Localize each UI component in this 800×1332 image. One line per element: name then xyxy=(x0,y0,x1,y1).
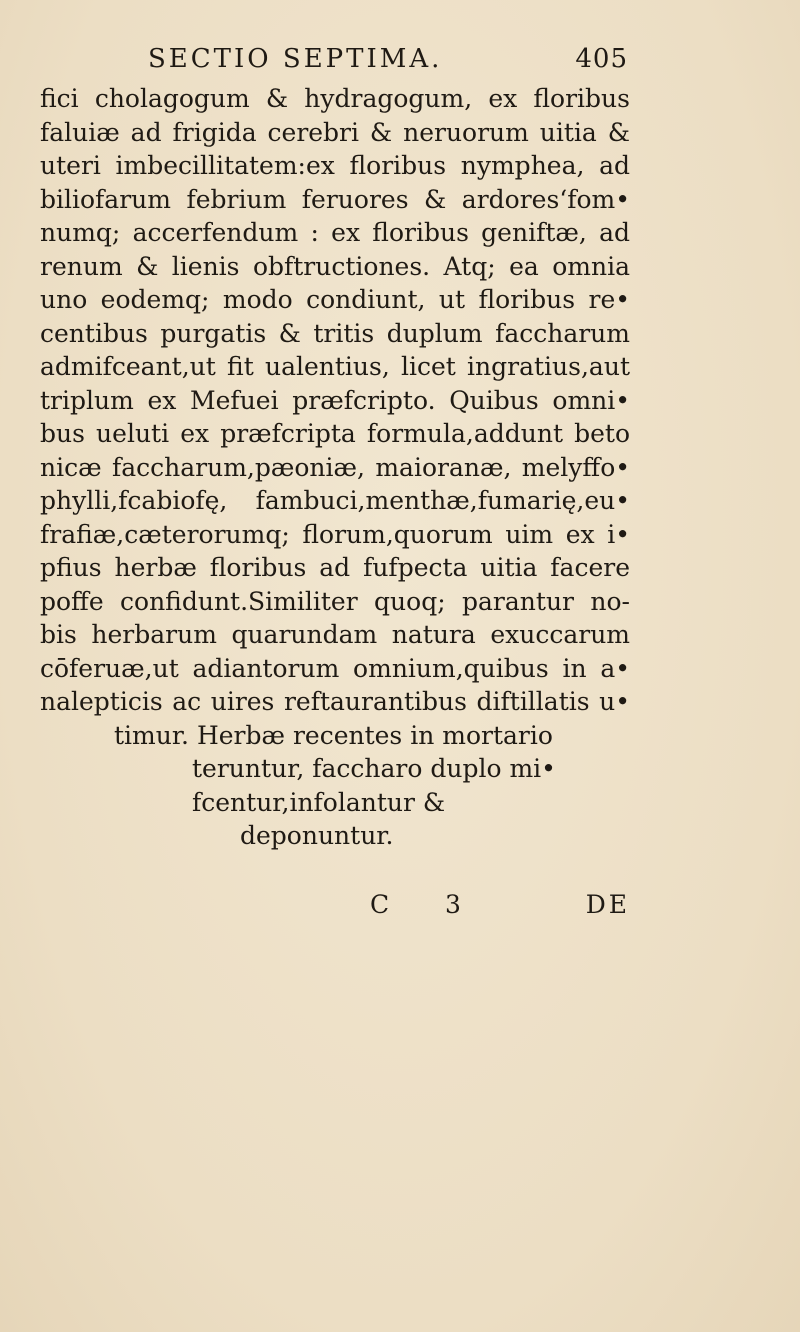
text-line-tail: teruntur, faccharo duplo mi• xyxy=(192,754,556,783)
text-line: nalepticis ac uires reftaurantibus diftillatis u• xyxy=(40,687,630,716)
body-text xyxy=(40,82,630,853)
text-line: renum & lienis obftructiones. Atq; ea omnia xyxy=(40,251,630,281)
signature-number: 3 xyxy=(445,890,461,919)
text-line: numq; accerfendum : ex floribus geniftæ, ad xyxy=(40,218,630,247)
text-line: faluiæ ad frigida cerebri & neruorum uitia & xyxy=(40,117,630,147)
text-line-tail: fcentur,infolantur & xyxy=(192,787,446,817)
signature-row xyxy=(370,890,630,930)
text-line: uno eodemq; modo condiunt, ut floribus re• xyxy=(40,285,630,314)
running-title: SECTIO SEPTIMA. xyxy=(148,44,443,74)
text-line-tail: timur. Herbæ recentes in mortario xyxy=(114,720,553,750)
text-line: biliofarum febrium feruores & ardores‘fom• xyxy=(40,184,630,214)
text-line: poffe confidunt.Similiter quoq; parantur no- xyxy=(40,586,630,616)
text-line: centibus purgatis & tritis duplum faccharum xyxy=(40,318,630,348)
text-line: nicæ faccharum,pæoniæ, maioranæ, melyffo• xyxy=(40,452,630,482)
text-line: uteri imbecillitatem:ex floribus nymphea, ad xyxy=(40,151,630,180)
catchword: DE xyxy=(585,890,630,919)
text-line: fici cholagogum & hydragogum, ex floribus xyxy=(40,84,630,113)
text-line: bus ueluti ex præfcripta formula,addunt beto xyxy=(40,419,630,448)
text-line: triplum ex Mefuei præfcripto. Quibus omni• xyxy=(40,385,630,415)
text-line: frafiæ,cæterorumq; florum,quorum uim ex i• xyxy=(40,519,630,549)
running-head xyxy=(148,44,628,80)
text-line-tail: deponuntur. xyxy=(240,821,394,850)
page-number: 405 xyxy=(575,44,628,74)
text-line: cōferuæ,ut adiantorum omnium,quibus in a• xyxy=(40,653,630,683)
text-line: phylli,fcabiofę, fambuci,menthæ,fumarię,eu• xyxy=(40,486,630,515)
text-line: admifceant,ut fit ualentius, licet ingratius,aut xyxy=(40,352,630,381)
text-line: pfius herbæ floribus ad fufpecta uitia facere xyxy=(40,553,630,582)
text-line: bis herbarum quarundam natura exuccarum xyxy=(40,620,630,649)
signature-letter: C xyxy=(370,890,390,919)
